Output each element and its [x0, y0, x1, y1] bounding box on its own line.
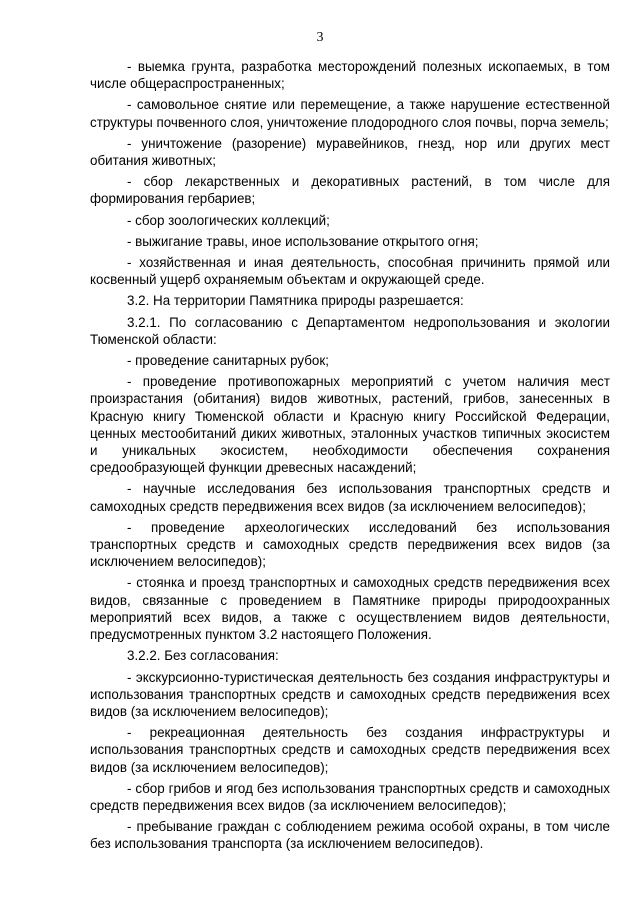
paragraph: - рекреационная деятельность без создания инфраструктуры и использования транспортных средств и самоходных средств передвижения всех видов (за исключением велосипедов);	[90, 725, 610, 775]
paragraph: - проведение археологических исследований без использования транспортных средств и самоходных средств передвижения всех видов (за исключением велосипедов);	[90, 519, 610, 570]
paragraph: - стоянка и проезд транспортных и самоходных средств передвижения всех видов, связанные с проведением в Памятнике природы природоохранных мероприятий всех видов, а также с осуществлением видов деятельности, предусмотренных пунктом 3.2 настоящего Положения.	[90, 575, 610, 643]
paragraph: - сбор зоологических коллекций;	[127, 212, 330, 228]
paragraph: - научные исследования без использования транспортных средств и самоходных средств передвижения всех видов (за исключением велосипедов);	[90, 481, 610, 514]
subsection-heading: 3.2.1. По согласованию с Департаментом недропользования и экологии Тюменской области:	[90, 314, 610, 347]
paragraph: - проведение противопожарных мероприятий с учетом наличия мест произрастания (обитания) видов животных, растений, грибов, занесенных в Красную книгу Тюменской области и Красную книгу Российской Федерации, ценных местообитаний диких животных, эталонных участков типичных экосистем и уникальных экосистем, необходимости обеспечения сохранения средообразующей функции древесных насаждений;	[90, 374, 610, 476]
paragraph: - хозяйственная и иная деятельность, способная причинить прямой или косвенный ущерб охраняемым объектам и окружающей среде.	[90, 255, 610, 288]
document-body	[90, 58, 610, 857]
paragraph: - выемка грунта, разработка месторождений полезных ископаемых, в том числе общераспространенных;	[90, 59, 610, 92]
paragraph: - пребывание граждан с соблюдением режима особой охраны, в том числе без использования транспорта (за исключением велосипедов).	[90, 819, 610, 852]
paragraph: - экскурсионно-туристическая деятельность без создания инфраструктуры и использования транспортных средств и самоходных средств передвижения всех видов (за исключением велосипедов);	[90, 669, 610, 719]
page-number: 3	[316, 30, 324, 45]
paragraph: - выжигание травы, иное использование открытого огня;	[127, 233, 479, 249]
paragraph: - самовольное снятие или перемещение, а также нарушение естественной структуры почвенного слоя, уничтожение плодородного слоя почвы, порча земель;	[90, 97, 610, 130]
paragraph: - сбор грибов и ягод без использования транспортных средств и самоходных средств передвижения всех видов (за исключением велосипедов);	[90, 780, 610, 813]
section-heading: 3.2. На территории Памятника природы разрешается:	[127, 293, 464, 309]
paragraph: - проведение санитарных рубок;	[127, 353, 329, 369]
paragraph: - уничтожение (разорение) муравейников, гнезд, нор или других мест обитания животных;	[90, 135, 610, 169]
paragraph: - сбор лекарственных и декоративных растений, в том числе для формирования гербариев;	[90, 174, 610, 207]
subsection-heading: 3.2.2. Без согласования:	[127, 648, 279, 664]
